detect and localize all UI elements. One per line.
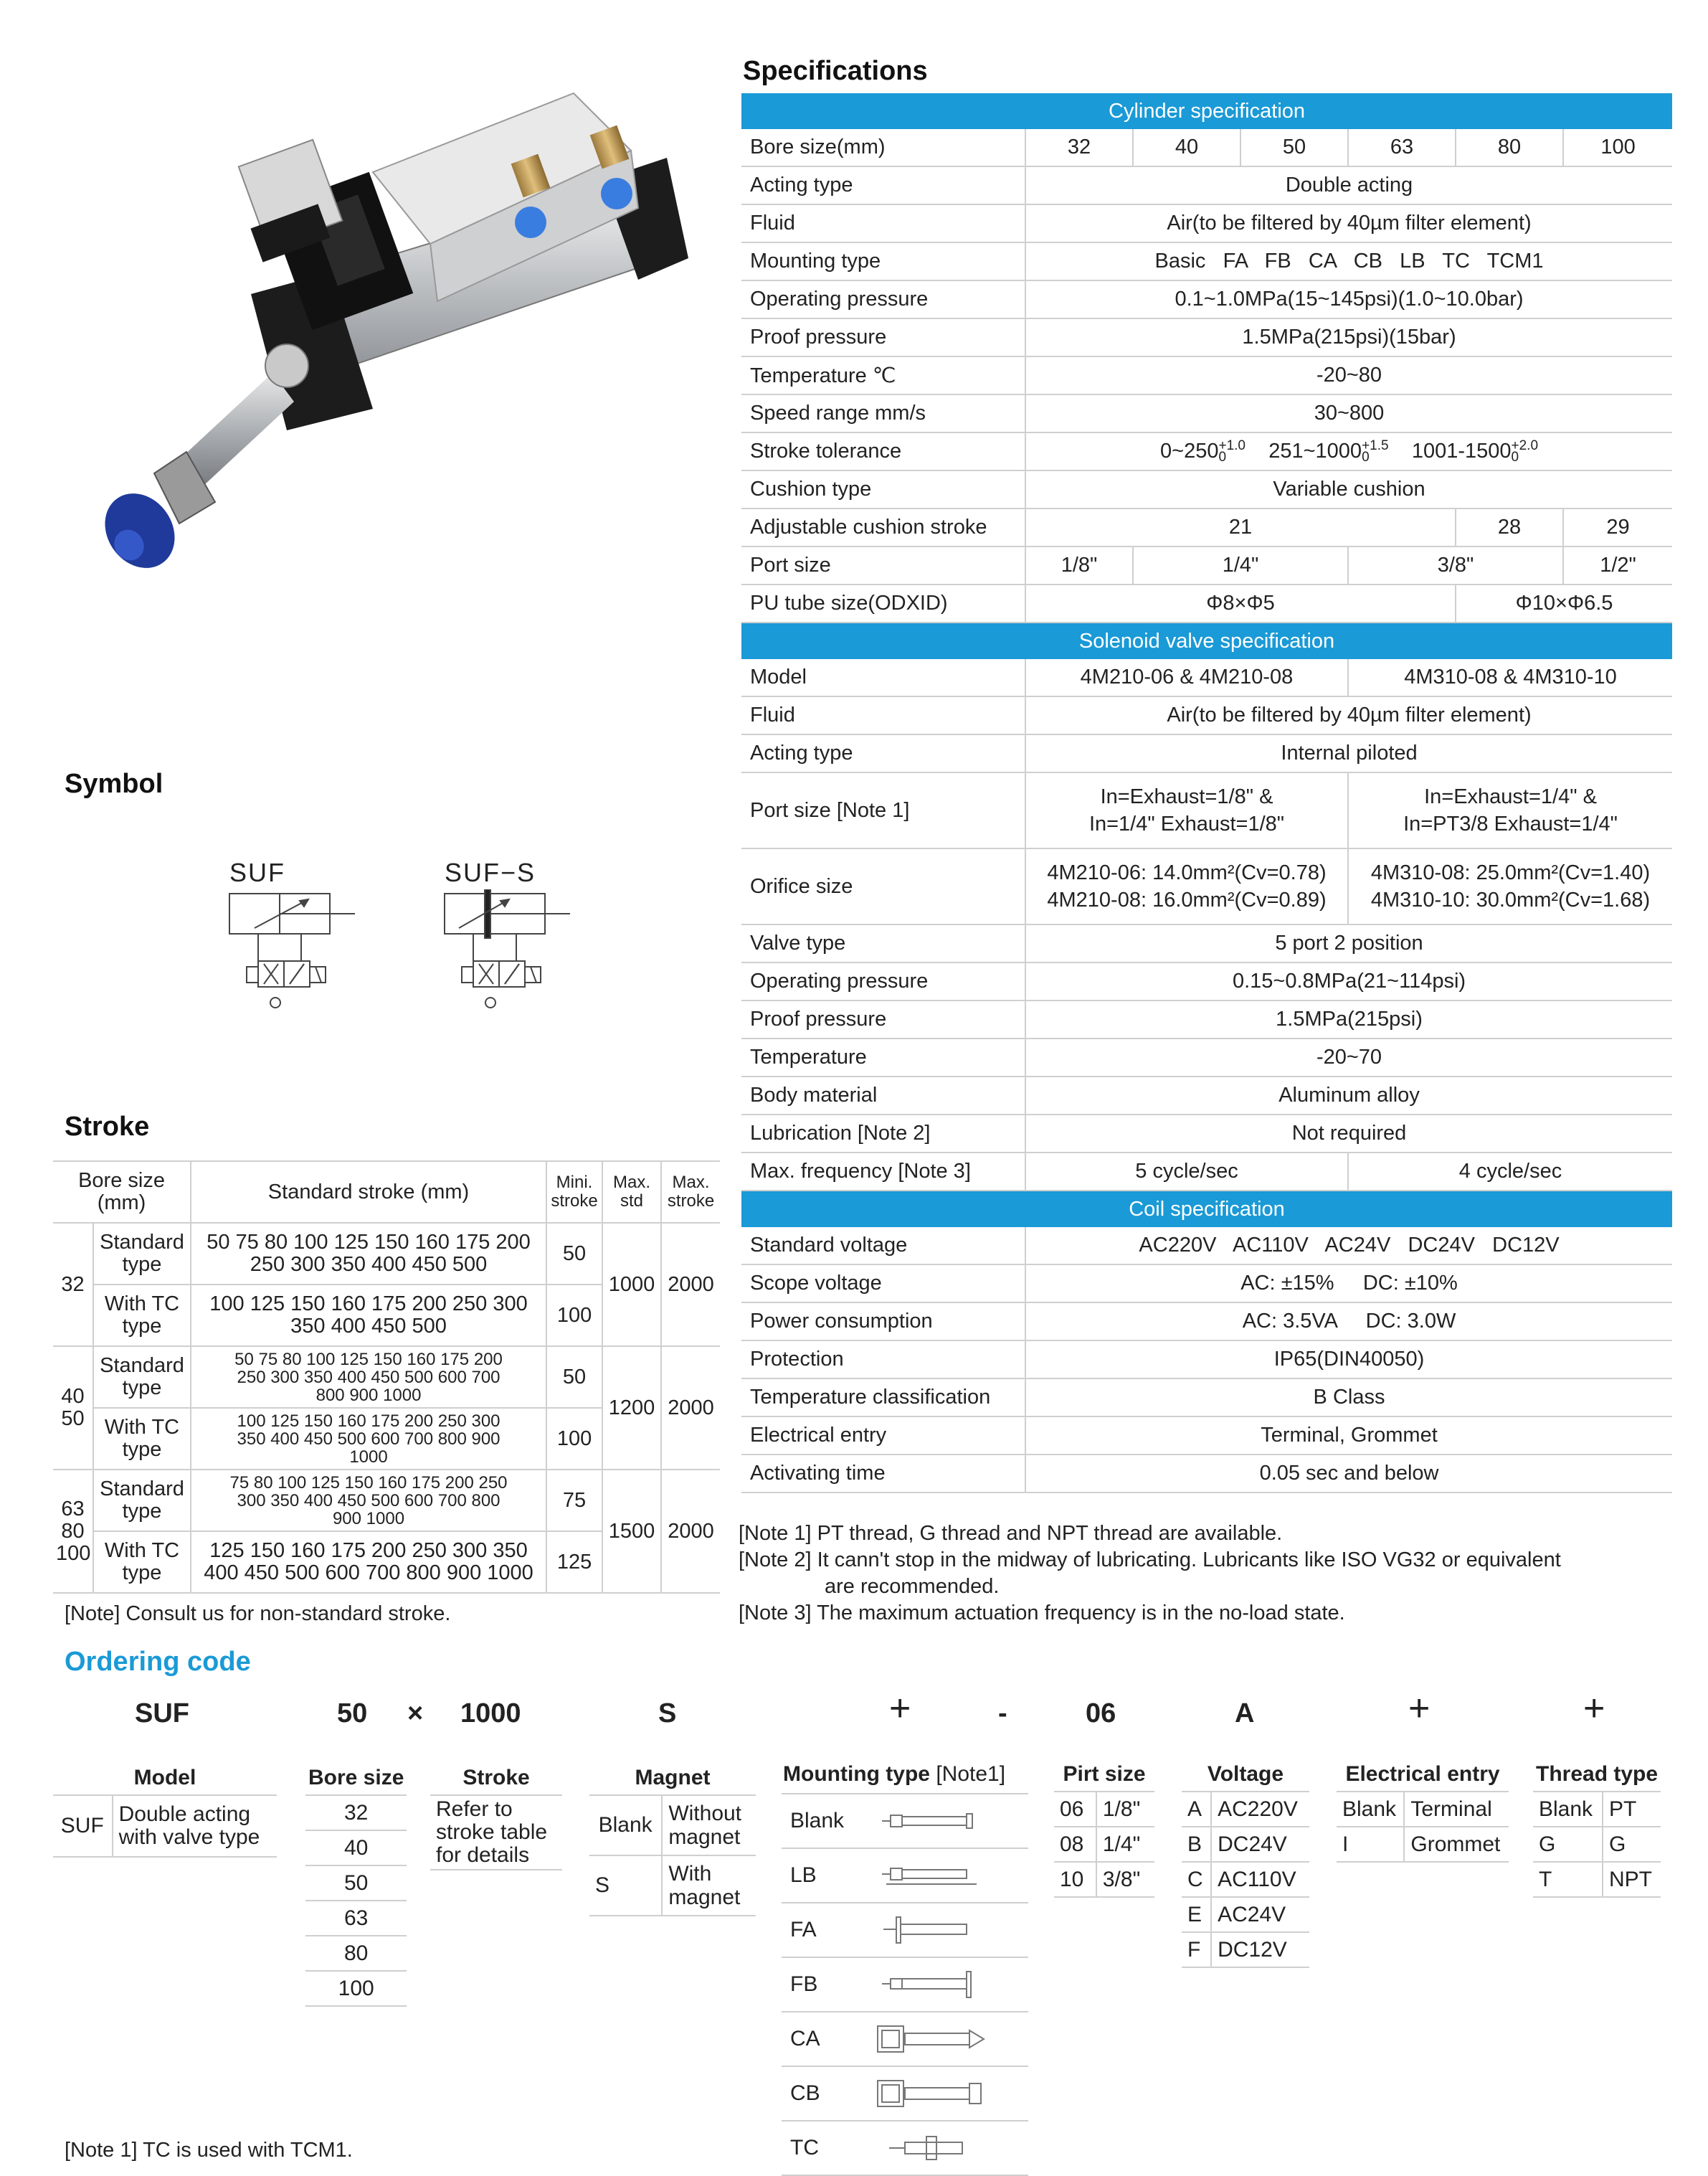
stroke-code-table: Stroke Refer to stroke table for details <box>430 1766 562 1870</box>
coil-row-entry: Electrical entry Terminal, Grommet <box>741 1416 1672 1454</box>
spec-row-op-pressure: Operating pressure 0.1~1.0MPa(15~145psi)(1.0~10.0bar) <box>741 280 1672 318</box>
coil-row-scope: Scope voltage AC: ±15% DC: ±10% <box>741 1264 1672 1302</box>
mount-row: LB <box>782 1849 1028 1903</box>
mounting-type-table <box>782 1793 1028 2176</box>
mount-tc-icon <box>876 2134 984 2162</box>
magnet-row: S With magnet <box>589 1855 756 1916</box>
sv-row-port: Port size [Note 1] In=Exhaust=1/8" & In=1/4" Exhaust=1/8" In=Exhaust=1/4" & In=PT3/8 Exhaust=1/4" <box>741 772 1672 848</box>
mount-fb-icon <box>876 1970 984 1999</box>
stroke-row: 32 Standard type 50 75 80 100 125 150 160 175 200 250 300 350 400 450 500 50 1000 2000 <box>53 1223 720 1285</box>
spec-notes: [Note 1] PT thread, G thread and NPT thread are available. [Note 2] It cann't stop in the midway of lubricating. Lubricants like ISO VG32 or equivalent are recommended. [Note 3] The maximum actuation frequency is in the no-load state. <box>739 1522 1561 1624</box>
mount-row: CA <box>782 2012 1028 2067</box>
code-plus-entry: + <box>1408 1688 1431 1729</box>
sv-row-temp: Temperature -20~70 <box>741 1039 1672 1077</box>
pirt-row: 10 3/8" <box>1054 1862 1154 1897</box>
symbol-diagram-suf-s <box>430 889 581 1018</box>
spec-row-pu-tube: PU tube size(ODXID) Φ8×Φ5 Φ10×Φ6.5 <box>741 585 1672 623</box>
entry-row: I Grommet <box>1337 1827 1509 1862</box>
mounting-type-head: Mounting type [Note1] <box>783 1762 1006 1786</box>
pirt-size-table: Pirt size 06 1/8" 08 1/4" 10 3/8" <box>1054 1762 1154 1898</box>
spec-row-speed: Speed range mm/s 30~800 <box>741 394 1672 432</box>
spec-row-port-size: Port size 1/8" 1/4" 3/8" 1/2" <box>741 547 1672 585</box>
bore-option: 80 <box>305 1936 407 1971</box>
stroke-row: 63 80 100 Standard type 75 80 100 125 150 160 175 200 250 300 350 400 450 500 600 700 800 900 1000 75 1500 2000 <box>53 1470 720 1531</box>
voltage-row: E AC24V <box>1182 1897 1309 1932</box>
stroke-row: With TC type 125 150 160 175 200 250 300 350 400 450 500 600 700 800 900 1000 125 <box>53 1531 720 1593</box>
voltage-row: F DC12V <box>1182 1932 1309 1967</box>
code-dash: - <box>998 1698 1007 1728</box>
symbol-label-suf-s: SUF−S <box>445 858 536 887</box>
coil-spec-header: Coil specification <box>741 1191 1672 1227</box>
mount-row: Blank <box>782 1794 1028 1849</box>
spec-row-stroke-tolerance: Stroke tolerance 0~250+1.0 0 251~1000+1.5 0 1001-1500+2.0 0 <box>741 432 1672 470</box>
code-plus-mounting: + <box>889 1688 911 1729</box>
spec-row-fluid: Fluid Air(to be filtered by 40µm filter element) <box>741 204 1672 242</box>
pirt-row: 06 1/8" <box>1054 1792 1154 1827</box>
bore-option: 100 <box>305 1971 407 2006</box>
sv-row-freq: Max. frequency [Note 3] 5 cycle/sec 4 cycle/sec <box>741 1153 1672 1191</box>
sv-row-acting: Acting type Internal piloted <box>741 734 1672 772</box>
spec-row-adj-cushion: Adjustable cushion stroke 21 28 29 <box>741 508 1672 547</box>
voltage-row: C AC110V <box>1182 1862 1309 1897</box>
code-plus-thread: + <box>1583 1688 1605 1729</box>
coil-row-power: Power consumption AC: 3.5VA DC: 3.0W <box>741 1302 1672 1340</box>
mount-cb-icon <box>876 2078 998 2109</box>
stroke-table <box>53 1160 720 1594</box>
bore-option: 63 <box>305 1901 407 1936</box>
thread-row: G G <box>1533 1827 1661 1862</box>
magnet-row: Blank Without magnet <box>589 1795 756 1855</box>
coil-row-protection: Protection IP65(DIN40050) <box>741 1340 1672 1378</box>
coil-row-voltage: Standard voltage AC220V AC110V AC24V DC24V DC12V <box>741 1227 1672 1264</box>
model-row: SUF Double acting with valve type <box>53 1795 277 1857</box>
code-magnet: S <box>658 1698 677 1728</box>
code-model: SUF <box>135 1698 189 1728</box>
mount-lb-icon <box>876 1861 984 1890</box>
solenoid-spec-header: Solenoid valve specification <box>741 623 1672 659</box>
sv-row-valve-type: Valve type 5 port 2 position <box>741 924 1672 962</box>
cylinder-spec-header: Cylinder specification <box>741 93 1672 129</box>
mount-ca-icon <box>876 2023 998 2055</box>
symbol-label-suf: SUF <box>229 858 285 887</box>
code-stroke: 1000 <box>460 1698 521 1728</box>
mount-row: CB <box>782 2067 1028 2121</box>
coil-row-temp-class: Temperature classification B Class <box>741 1378 1672 1416</box>
sv-row-body: Body material Aluminum alloy <box>741 1077 1672 1115</box>
spec-row-temperature: Temperature ℃ -20~80 <box>741 356 1672 394</box>
stroke-title: Stroke <box>65 1112 150 1142</box>
bore-option: 40 <box>305 1830 407 1865</box>
model-table: Model SUF Double acting with valve type <box>53 1766 277 1858</box>
sv-row-proof: Proof pressure 1.5MPa(215psi) <box>741 1001 1672 1039</box>
spec-row-bore: Bore size(mm) 32 40 50 63 80 100 <box>741 129 1672 166</box>
magnet-table: Magnet Blank Without magnet S With magnet <box>589 1766 756 1916</box>
electrical-entry-table: Electrical entry Blank Terminal I Grommet <box>1337 1762 1509 1863</box>
sv-row-op-pressure: Operating pressure 0.15~0.8MPa(21~114psi) <box>741 962 1672 1001</box>
pirt-row: 08 1/4" <box>1054 1827 1154 1862</box>
mount-fa-icon <box>876 1916 984 1944</box>
specifications-table <box>741 93 1672 1493</box>
code-bore: 50 <box>337 1698 368 1728</box>
mount-basic-icon <box>876 1807 984 1835</box>
mount-row: FA <box>782 1903 1028 1958</box>
ordering-code-title: Ordering code <box>65 1647 251 1677</box>
bottom-note: [Note 1] TC is used with TCM1. <box>65 2139 353 2162</box>
coil-row-time: Activating time 0.05 sec and below <box>741 1454 1672 1493</box>
voltage-row: A AC220V <box>1182 1792 1309 1827</box>
entry-row: Blank Terminal <box>1337 1792 1509 1827</box>
bore-option: 32 <box>305 1795 407 1830</box>
symbol-diagram-suf <box>215 889 366 1018</box>
sv-row-fluid: Fluid Air(to be filtered by 40µm filter element) <box>741 696 1672 734</box>
voltage-row: B DC24V <box>1182 1827 1309 1862</box>
bore-size-table: Bore size 32 40 50 63 80 100 <box>305 1766 407 2007</box>
symbol-title: Symbol <box>65 769 163 799</box>
sv-row-model: Model 4M210-06 & 4M210-08 4M310-08 & 4M310-10 <box>741 659 1672 696</box>
stroke-row: 40 50 Standard type 50 75 80 100 125 150 160 175 200 250 300 350 400 450 500 600 700 800 900 1000 50 1200 2000 <box>53 1346 720 1408</box>
spec-row-acting-type: Acting type Double acting <box>741 166 1672 204</box>
stroke-row: With TC type 100 125 150 160 175 200 250 300 350 400 450 500 100 <box>53 1285 720 1346</box>
mount-row: TC <box>782 2121 1028 2176</box>
spec-row-mounting: Mounting type Basic FA FB CA CB LB TC TCM1 <box>741 242 1672 280</box>
stroke-note: [Note] Consult us for non-standard stroke. <box>65 1602 451 1625</box>
voltage-table: Voltage A AC220V B DC24V C AC110V E AC24V F DC12V <box>1182 1762 1309 1968</box>
specifications-title: Specifications <box>743 56 928 86</box>
sv-row-orifice: Orifice size 4M210-06: 14.0mm²(Cv=0.78) 4M210-08: 16.0mm²(Cv=0.89) 4M310-08: 25.0mm²(Cv=1.40) 4M310-10: 30.0mm²(Cv=1.68) <box>741 848 1672 924</box>
product-photo <box>72 65 703 610</box>
thread-type-table: Thread type Blank PT G G T NPT <box>1533 1762 1661 1898</box>
spec-row-proof-pressure: Proof pressure 1.5MPa(215psi)(15bar) <box>741 318 1672 356</box>
code-port: 06 <box>1086 1698 1116 1728</box>
spec-row-cushion: Cushion type Variable cushion <box>741 470 1672 508</box>
code-times: × <box>407 1698 424 1728</box>
thread-row: T NPT <box>1533 1862 1661 1897</box>
thread-row: Blank PT <box>1533 1792 1661 1827</box>
stroke-row: With TC type 100 125 150 160 175 200 250 300 350 400 450 500 600 700 800 900 1000 100 <box>53 1408 720 1470</box>
stroke-header-row: Bore size (mm) Standard stroke (mm) Mini. stroke Max. std Max. stroke <box>53 1161 720 1223</box>
sv-row-lube: Lubrication [Note 2] Not required <box>741 1115 1672 1153</box>
bore-option: 50 <box>305 1865 407 1901</box>
code-voltage: A <box>1235 1698 1255 1728</box>
mount-row: FB <box>782 1958 1028 2012</box>
